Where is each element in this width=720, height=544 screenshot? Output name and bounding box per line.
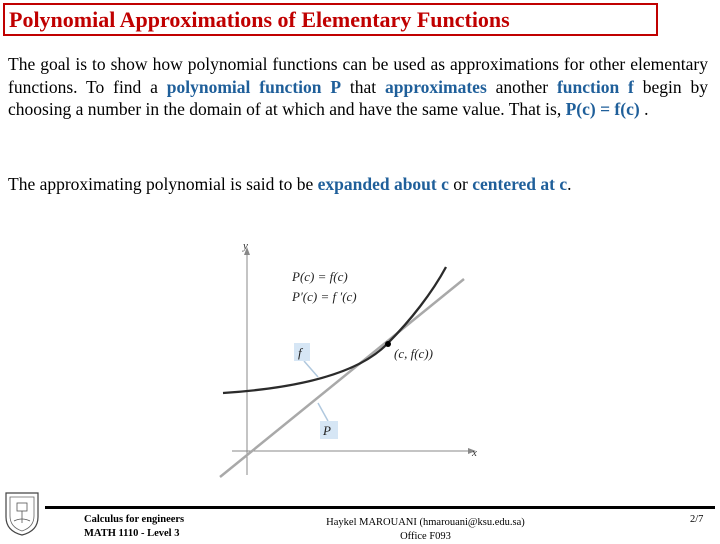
f-label-leader	[304, 361, 318, 377]
p2-text-2: or	[448, 174, 473, 194]
page-number: 2/7	[690, 514, 704, 525]
p1-text-4: begin by choosing a number in the domain of at which and have the same value. That is,	[8, 76, 708, 119]
f-label-box	[294, 343, 310, 361]
p1-highlight-polynomial: polynomial function P	[166, 76, 342, 97]
p-label-leader	[318, 403, 328, 421]
footer-course	[84, 513, 184, 541]
curve-f	[223, 267, 446, 393]
course-code: MATH 1110 - Level 3	[84, 528, 180, 539]
title-box	[3, 3, 658, 36]
course-title: Calculus for engineers	[84, 514, 185, 525]
author-office: Office F093	[400, 531, 451, 542]
equation-values: P(c) = f(c)	[292, 269, 348, 284]
p2-highlight-centered: centered at c	[472, 174, 568, 194]
y-axis-label: y	[243, 240, 248, 252]
paragraph-goal	[8, 53, 708, 121]
f-label: f	[298, 345, 302, 360]
equation-derivatives: P′(c) = f ′(c)	[292, 289, 357, 304]
p2-text-1: The approximating polynomial is said to be	[8, 174, 318, 194]
p2-text-3: .	[567, 174, 572, 194]
x-axis-label: x	[472, 447, 477, 459]
slide-title: Polynomial Approximations of Elementary Functions	[9, 7, 510, 32]
author-contact: Haykel MAROUANI (hmarouani@ksu.edu.sa)	[326, 517, 525, 528]
p1-text-1: The goal is to show how polynomial functions can be used as approximations for other elementary functions. To find a	[8, 54, 708, 97]
p2-highlight-expanded: expanded about c	[317, 174, 449, 194]
university-logo	[2, 487, 42, 537]
paragraph-centered	[8, 173, 708, 196]
p-label: P	[323, 423, 331, 438]
footer-divider	[45, 506, 715, 509]
approximation-graph	[210, 233, 510, 483]
p1-highlight-function: function f	[556, 76, 634, 97]
p1-text-5: .	[639, 99, 649, 119]
p1-highlight-equation: P(c) = f(c)	[565, 99, 640, 119]
tangent-line-p	[220, 279, 464, 477]
tangency-point	[385, 341, 391, 347]
p1-highlight-approximates: approximates	[385, 76, 487, 97]
p1-text-2: that	[341, 76, 385, 97]
p1-text-3: another	[486, 76, 557, 97]
point-label: (c, f(c))	[394, 346, 433, 361]
